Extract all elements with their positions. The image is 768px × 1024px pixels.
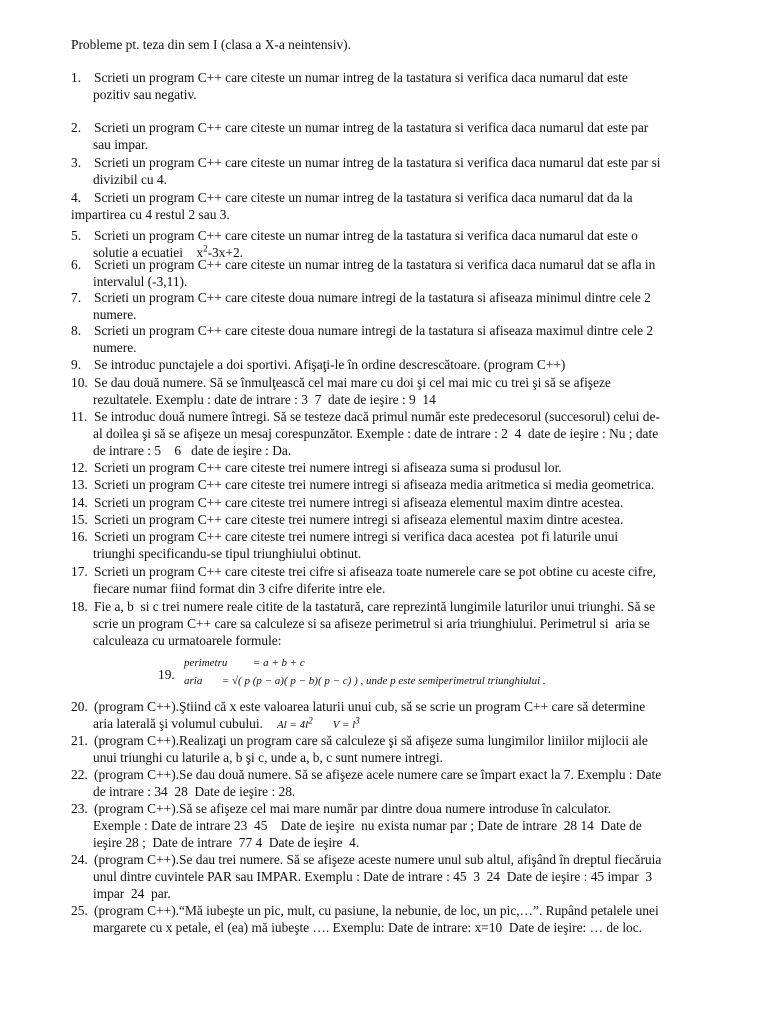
- problem-item: [71, 323, 739, 357]
- problem-number: 20.: [71, 699, 88, 714]
- problem-item: [71, 70, 739, 104]
- problem-text-line: Scrieti un program C++ care citeste un numar intreg de la tastatura si verifica daca numarul dat este: [94, 70, 628, 85]
- problem-item: [71, 257, 739, 291]
- problem-text-line: scrie un program C++ care sa calculeze si sa afiseze perimetrul si aria triunghiului. Perimetrul si aria se: [93, 615, 650, 631]
- problem-text-line: Fie a, b si c trei numere reale citite de la tastatură, care reprezintă lungimile laturilor unui triunghi. Să se: [94, 599, 656, 614]
- problem-number: 17.: [71, 564, 88, 579]
- problem-item: [71, 357, 739, 374]
- problem-text-line: Scrieti un program C++ care citeste un numar intreg de la tastatura si verifica daca numarul dat este par si: [94, 155, 661, 170]
- problem-item: [71, 477, 739, 494]
- triangle-formula: [158, 655, 658, 695]
- equation-text: -3x+2.: [207, 244, 244, 260]
- problem-number: 21.: [71, 733, 88, 748]
- problem-number: 12.: [71, 460, 88, 475]
- problem-text-line: Scrieti un program C++ care citeste trei numere intregi si verifica daca acestea pot fi laturile unui: [94, 529, 619, 544]
- problem-text-line: Scrieti un program C++ care citeste un numar intreg de la tastatura si verifica daca numarul dat este o: [94, 228, 638, 243]
- problem-item: [71, 120, 739, 154]
- problem-item: [71, 767, 739, 801]
- problem-text-line: Se introduc punctajele a doi sportivi. Afişaţi-le în ordine descrescătoare. (program C++): [94, 357, 566, 372]
- problem-text-line: (program C++).“Mă iubeşte un pic, mult, cu pasiune, la nebunie, de loc, un pic,…”. Rupând petalele unei: [94, 903, 659, 918]
- problem-item: [71, 409, 739, 460]
- problem-text-line: (program C++).Se dau două numere. Să se afişeze acele numere care se împart exact la 7. Exemplu : Date: [94, 767, 662, 782]
- lateral-area-formula: Al = 4l: [276, 718, 309, 731]
- problem-item: [71, 512, 739, 529]
- exponent: 3: [355, 715, 360, 726]
- perimeter-formula: [184, 655, 305, 672]
- problem-number: 2.: [71, 120, 82, 135]
- problem-number: 25.: [71, 903, 88, 918]
- problem-number: 16.: [71, 529, 88, 544]
- problem-item: [71, 852, 739, 903]
- problem-text-line: Scrieti un program C++ care citeste un numar intreg de la tastatura si verifica daca numarul dat este par: [94, 120, 649, 135]
- problem-text-line: impartirea cu 4 restul 2 sau 3.: [71, 206, 230, 222]
- problem-text-line: divizibil cu 4.: [93, 171, 168, 187]
- problem-text-line: unui triunghi cu laturile a, b şi c, unde a, b, c sunt numere intregi.: [93, 749, 443, 765]
- exponent: 2: [308, 715, 313, 726]
- problem-text-line: calculeaza cu urmatoarele formule:: [93, 632, 282, 648]
- problem-item: [71, 801, 739, 852]
- problem-text-line: Scrieti un program C++ care citeste doua numare intregi de la tastatura si afiseaza maximul dintre cele 2: [94, 323, 654, 338]
- problem-number: 6.: [71, 257, 82, 272]
- problem-item: [71, 190, 739, 224]
- problem-text-line: Scrieti un program C++ care citeste trei numere intregi si afiseaza media aritmetica si media geometrica.: [94, 477, 655, 492]
- equation-text: solutie a ecuatiei x: [93, 244, 204, 260]
- problem-text-line: Scrieti un program C++ care citeste doua numare intregi de la tastatura si afiseaza minimul dintre cele 2: [94, 290, 651, 305]
- problem-text-line: Se introduc două numere întregi. Să se testeze dacă primul număr este predecesorul (succesorul) celui de-: [94, 409, 660, 424]
- area-formula: [184, 673, 546, 690]
- problem-number: 15.: [71, 512, 88, 527]
- problem-text-line: de intrare : 34 28 Date de ieşire : 28.: [93, 783, 296, 799]
- problem-text-line: sau impar.: [93, 136, 149, 152]
- problem-text-line: (program C++).Să se afişeze cel mai mare număr par dintre doua numere introduse în calculator.: [94, 801, 612, 816]
- perimeter-expression: = a + b + c: [252, 657, 305, 669]
- problem-number: 11.: [71, 409, 88, 424]
- problem-text-line: (program C++).Realizaţi un program care să calculeze şi să afişeze suma lungimilor liniilor mijlocii ale: [94, 733, 648, 748]
- area-note: , unde p este semiperimetrul triunghiului .: [360, 675, 546, 687]
- volume-formula: V = l: [332, 718, 356, 731]
- problem-number: 4.: [71, 190, 82, 205]
- problem-text-line: rezultatele. Exemplu : date de intrare : 3 7 date de ieşire : 9 14: [93, 391, 436, 407]
- problem-text-line: margarete cu x petale, el (ea) mă iubeşte …. Exemplu: Date de intrare: x=10 Date de ieşire: … de loc.: [93, 919, 643, 935]
- problem-number: 3.: [71, 155, 82, 170]
- problem-text-line: numere.: [93, 339, 137, 355]
- problem-number: 10.: [71, 375, 88, 390]
- problem-number: 14.: [71, 495, 88, 510]
- perimeter-label: perimetru: [184, 657, 228, 669]
- problem-text-line: intervalul (-3,11).: [93, 273, 188, 289]
- problem-text-line: numere.: [93, 306, 137, 322]
- problem-item: [71, 903, 739, 937]
- area-expression: = √( p (p − a)( p − b)( p − c) ): [221, 675, 358, 687]
- problem-text-line: Scrieti un program C++ care citeste un numar intreg de la tastatura si verifica daca numarul dat se afla in: [94, 257, 656, 272]
- problem-text-line: ieşire 28 ; Date de intrare 77 4 Date de ieşire 4.: [93, 834, 360, 850]
- problem-text-line: Scrieti un program C++ care citeste trei cifre si afiseaza toate numerele care se pot obtine cu aceste cifre,: [94, 564, 656, 579]
- problem-number: 18.: [71, 599, 88, 614]
- problem-text-line: al doilea şi să se afişeze un mesaj corespunzător. Exemple : date de intrare : 2 4 date de ieşire : Nu ; date: [93, 425, 659, 441]
- problem-text-line: pozitiv sau negativ.: [93, 86, 197, 102]
- problem-item: [71, 155, 739, 189]
- problem-text-line: fiecare numar fiind format din 3 cifre diferite intre ele.: [93, 580, 386, 596]
- problem-item: [71, 529, 739, 563]
- problem-item: [71, 699, 739, 733]
- problem-number: 23.: [71, 801, 88, 816]
- problem-text-line: Scrieti un program C++ care citeste un numar intreg de la tastatura si verifica daca numarul dat da la: [94, 190, 633, 205]
- problem-number: 24.: [71, 852, 88, 867]
- problem-item: [71, 733, 739, 767]
- problem-item: [71, 290, 739, 324]
- problem-text-line: triunghi specificandu-se tipul triunghiului obtinut.: [93, 545, 362, 561]
- problem-item: [71, 495, 739, 512]
- problem-number: 9.: [71, 357, 82, 372]
- exponent: 2: [203, 243, 208, 254]
- problem-item: [71, 599, 739, 650]
- problem-text-line: (program C++).Ştiind că x este valoarea laturii unui cub, să se scrie un program C++ care să determine: [94, 699, 646, 714]
- problem-text-line: (program C++).Se dau trei numere. Să se afişeze aceste numere unul sub altul, afişând în dreptul fiecăruia: [94, 852, 662, 867]
- problem-text-line: aria laterală şi volumul cubului. $Al = 4l^2$ $V = l^3$: [93, 715, 360, 731]
- problem-text-line: Exemple : Date de intrare 23 45 Date de ieşire nu exista numar par ; Date de intrare 28 14 Date de: [93, 817, 642, 833]
- problem-number: 1.: [71, 70, 82, 85]
- cube-formula: [276, 715, 360, 731]
- problem-number: 7.: [71, 290, 82, 305]
- formula-number: 19.: [158, 667, 175, 682]
- page-title: Probleme pt. teza din sem I (clasa a X-a neintensiv).: [71, 37, 351, 52]
- problem-text-line: de intrare : 5 6 date de ieşire : Da.: [93, 442, 292, 458]
- problem-text-line: Se dau două numere. Să se înmulţească cel mai mare cu doi şi cel mai mic cu trei şi să se afişeze: [94, 375, 611, 390]
- problem-number: 5.: [71, 228, 82, 243]
- problem-text-line: impar 24 par.: [93, 885, 171, 901]
- problem-item: [71, 564, 739, 598]
- problem-item: [71, 375, 739, 409]
- problem-number: 8.: [71, 323, 82, 338]
- problem-number: 13.: [71, 477, 88, 492]
- problem-text-line: Scrieti un program C++ care citeste trei numere intregi si afiseaza elementul maxim dintre acestea.: [94, 495, 624, 510]
- problem-text-line: Scrieti un program C++ care citeste trei numere intregi si afiseaza elementul maxim dintre acestea.: [94, 512, 624, 527]
- area-label: aria: [184, 675, 203, 687]
- problem-number: 22.: [71, 767, 88, 782]
- problem-text-line: Scrieti un program C++ care citeste trei numere intregi si afiseaza suma si produsul lor.: [94, 460, 562, 475]
- problem-item: [71, 460, 739, 477]
- problem-text-line: unul dintre cuvintele PAR sau IMPAR. Exemplu : Date de intrare : 45 3 24 Date de ieşire : 45 impar 3: [93, 868, 653, 884]
